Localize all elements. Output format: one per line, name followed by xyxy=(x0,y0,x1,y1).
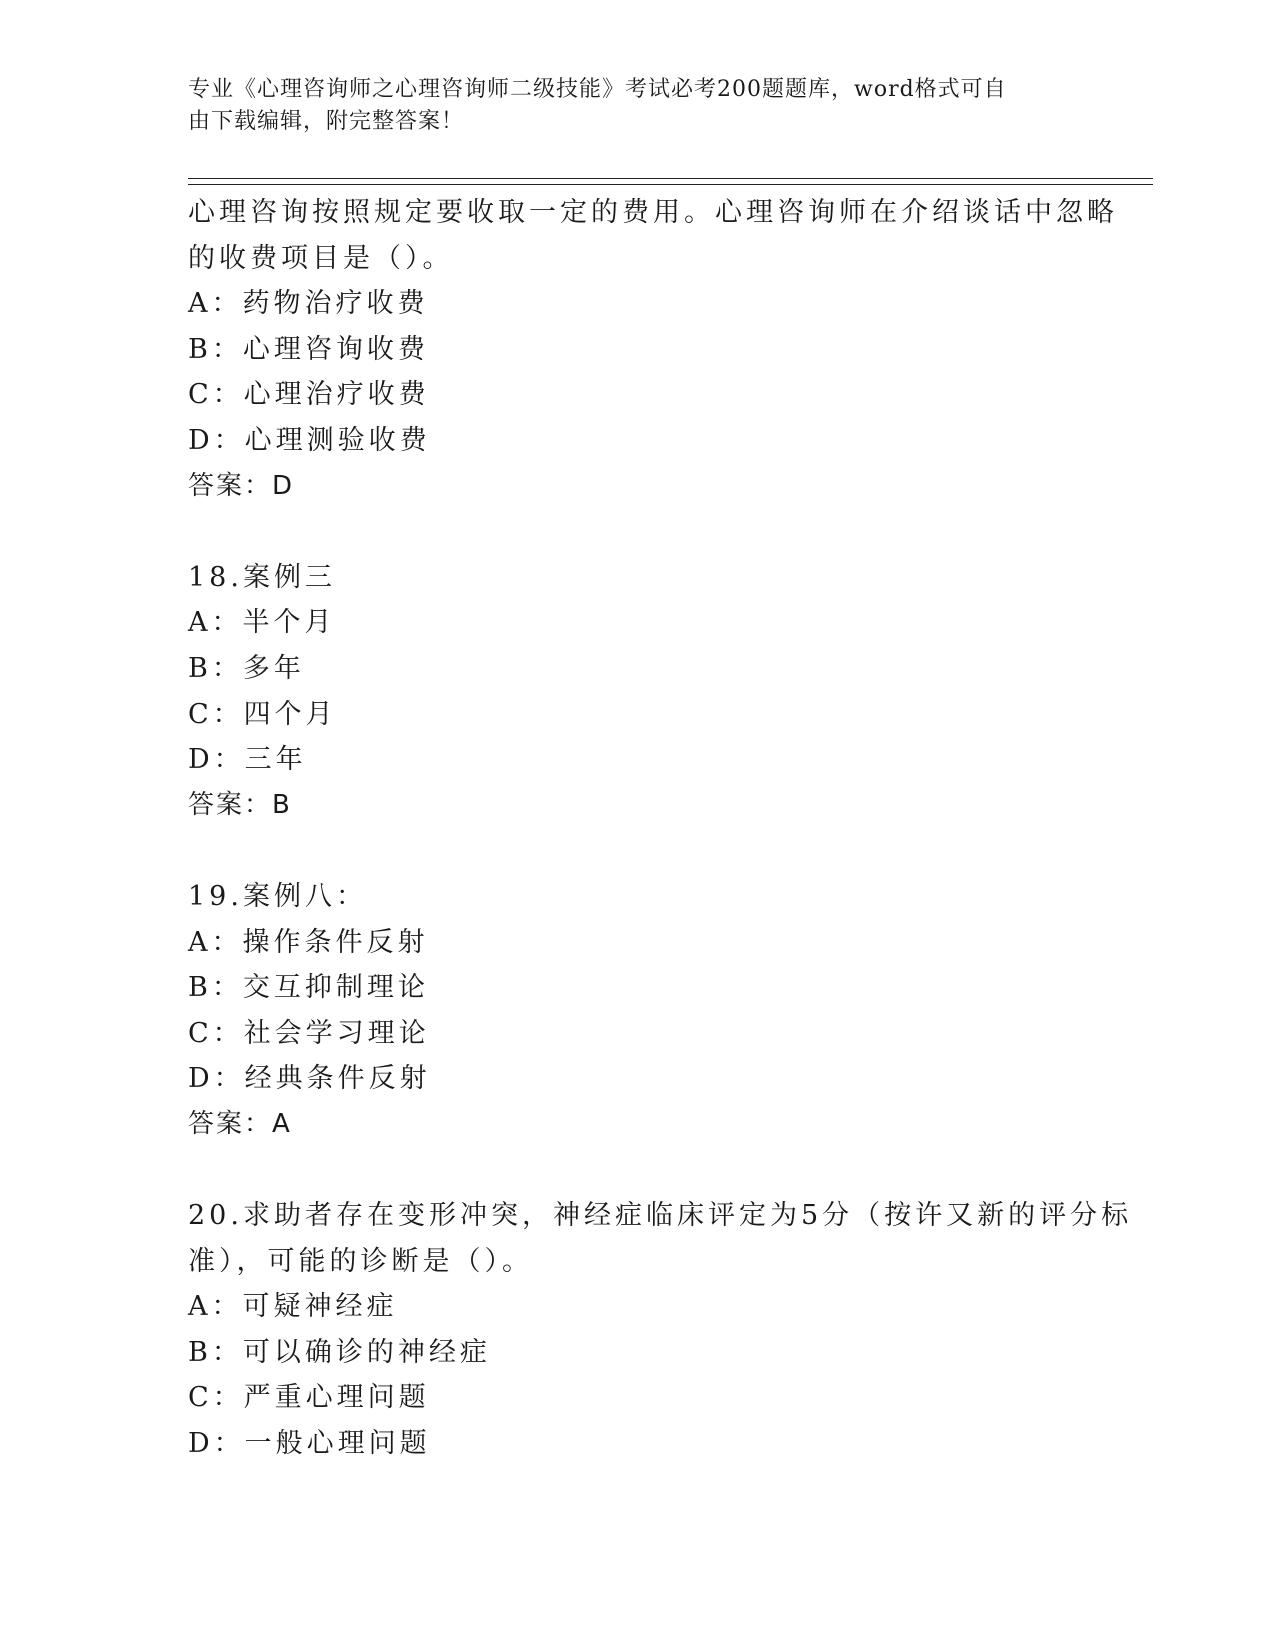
option-b: B：多年 xyxy=(188,652,305,684)
option-d: D：一般心理问题 xyxy=(188,1428,431,1460)
spacer xyxy=(188,1147,1088,1193)
option-c: C：四个月 xyxy=(188,698,337,730)
document-header xyxy=(188,74,1068,138)
option-d: D：心理测验收费 xyxy=(188,424,431,456)
question-stem: 19.案例八： xyxy=(188,880,367,912)
question-20 xyxy=(188,1193,1133,1467)
answer-label: 答案：D xyxy=(188,470,295,501)
option-a: A：半个月 xyxy=(188,607,336,639)
question-17 xyxy=(188,190,1118,509)
header-divider-bottom xyxy=(188,184,1153,185)
header-line-2: 由下载编辑，附完整答案！ xyxy=(188,109,465,134)
question-stem: 18.案例三 xyxy=(188,561,336,593)
answer-label: 答案：B xyxy=(188,789,292,820)
header-line-1: 专业《心理咨询师之心理咨询师二级技能》考试必考200题题库，word格式可自 xyxy=(188,77,1007,102)
header-divider-top xyxy=(188,178,1153,179)
question-19 xyxy=(188,874,1088,1148)
option-b: B：可以确诊的神经症 xyxy=(188,1336,491,1368)
question-stem: 的收费项目是（）。 xyxy=(188,242,454,274)
answer-label: 答案：A xyxy=(188,1108,292,1139)
option-a: A：药物治疗收费 xyxy=(188,288,429,320)
question-stem: 心理咨询按照规定要收取一定的费用。心理咨询师在介绍谈话中忽略 xyxy=(188,197,1118,228)
option-b: B：交互抑制理论 xyxy=(188,972,429,1004)
spacer xyxy=(188,828,1088,874)
option-a: A：可疑神经症 xyxy=(188,1291,398,1323)
question-stem: 20.求助者存在变形冲突，神经症临床评定为5分（按许又新的评分标 xyxy=(188,1200,1133,1232)
question-18 xyxy=(188,555,1088,829)
spacer xyxy=(188,509,1088,555)
option-b: B：心理咨询收费 xyxy=(188,333,429,365)
option-d: D：三年 xyxy=(188,744,307,776)
question-stem: 准），可能的诊断是（）。 xyxy=(188,1245,533,1277)
option-c: C：心理治疗收费 xyxy=(188,379,430,411)
question-list xyxy=(188,190,1133,1467)
option-d: D：经典条件反射 xyxy=(188,1063,431,1095)
option-a: A：操作条件反射 xyxy=(188,926,429,958)
option-c: C：社会学习理论 xyxy=(188,1017,430,1049)
option-c: C：严重心理问题 xyxy=(188,1382,430,1414)
